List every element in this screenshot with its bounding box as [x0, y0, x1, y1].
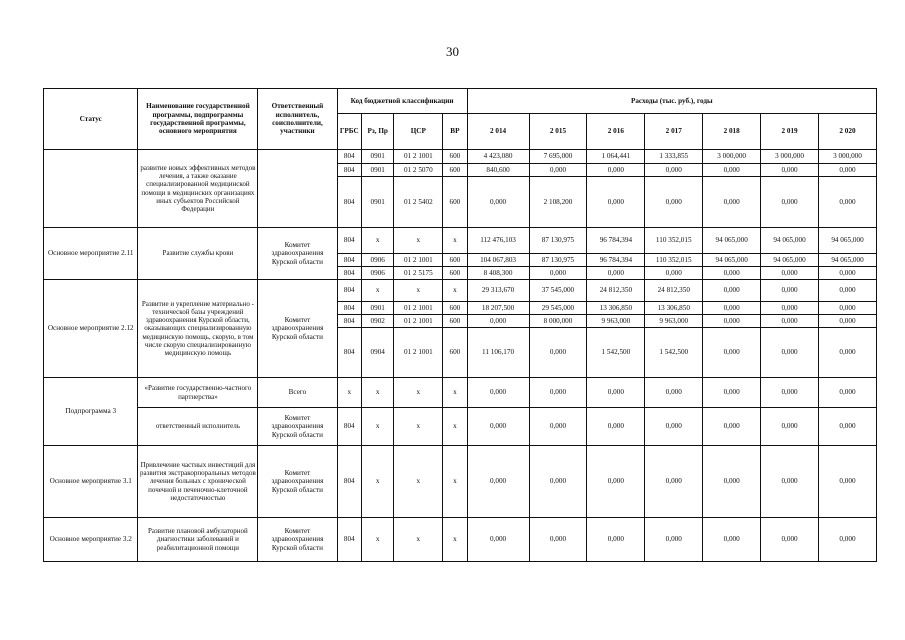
value-cell: 3 000,000 — [703, 150, 761, 164]
csr-cell: 01 2 5070 — [394, 164, 443, 177]
value-cell: 0,000 — [587, 164, 645, 177]
value-cell: 0,000 — [645, 267, 703, 280]
rzpr-cell: x — [361, 518, 394, 562]
rzpr-cell: 0906 — [361, 267, 394, 280]
csr-cell: x — [394, 408, 443, 446]
header-year: 2 015 — [529, 114, 587, 150]
rzpr-cell: 0901 — [361, 164, 394, 177]
vr-cell: 600 — [443, 254, 467, 267]
value-cell: 37 545,000 — [529, 280, 587, 302]
rzpr-cell: x — [361, 446, 394, 518]
header-year: 2 016 — [587, 114, 645, 150]
csr-cell: x — [394, 378, 443, 408]
grbs-cell: 804 — [337, 518, 361, 562]
value-cell: 0,000 — [467, 177, 529, 228]
value-cell: 13 306,850 — [645, 302, 703, 315]
value-cell: 0,000 — [529, 408, 587, 446]
value-cell: 18 207,500 — [467, 302, 529, 315]
vr-cell: x — [443, 518, 467, 562]
vr-cell: x — [443, 446, 467, 518]
value-cell: 0,000 — [761, 446, 819, 518]
grbs-cell: 804 — [337, 408, 361, 446]
value-cell: 0,000 — [761, 177, 819, 228]
value-cell: 0,000 — [703, 164, 761, 177]
value-cell: 0,000 — [703, 328, 761, 378]
value-cell: 0,000 — [761, 164, 819, 177]
table-row — [44, 446, 877, 518]
executor-cell: Комитет здравоохранения Курской области — [258, 280, 337, 378]
table-row — [44, 228, 877, 254]
value-cell: 9 963,000 — [645, 315, 703, 328]
value-cell: 0,000 — [529, 267, 587, 280]
header-name: Наименование государственной программы, подпрограммы государственной программы, основного мероприятия — [138, 89, 258, 150]
value-cell: 7 695,000 — [529, 150, 587, 164]
rzpr-cell: 0901 — [361, 302, 394, 315]
value-cell: 4 423,080 — [467, 150, 529, 164]
vr-cell: x — [443, 280, 467, 302]
csr-cell: 01 2 1001 — [394, 254, 443, 267]
value-cell: 0,000 — [818, 378, 876, 408]
table-row — [44, 150, 877, 164]
value-cell: 0,000 — [818, 302, 876, 315]
csr-cell: 01 2 1001 — [394, 302, 443, 315]
value-cell: 0,000 — [761, 267, 819, 280]
value-cell: 0,000 — [587, 378, 645, 408]
grbs-cell: 804 — [337, 267, 361, 280]
header-budget-code: Код бюджетной классификации — [337, 89, 467, 114]
value-cell: 0,000 — [529, 328, 587, 378]
name-cell: ответственный исполнитель — [138, 408, 258, 446]
value-cell: 0,000 — [587, 267, 645, 280]
header-executor: Ответственный исполнитель, соисполнители, участники — [258, 89, 337, 150]
value-cell: 1 333,855 — [645, 150, 703, 164]
vr-cell: 600 — [443, 164, 467, 177]
value-cell: 0,000 — [818, 518, 876, 562]
value-cell: 0,000 — [645, 164, 703, 177]
value-cell: 24 812,350 — [645, 280, 703, 302]
vr-cell: 600 — [443, 302, 467, 315]
value-cell: 3 000,000 — [818, 150, 876, 164]
executor-cell: Комитет здравоохранения Курской области — [258, 228, 337, 280]
csr-cell: x — [394, 518, 443, 562]
header-rzpr: Рз, Пр — [361, 114, 394, 150]
value-cell: 96 784,394 — [587, 254, 645, 267]
executor-cell — [258, 150, 337, 228]
csr-cell: x — [394, 228, 443, 254]
value-cell: 0,000 — [645, 177, 703, 228]
rzpr-cell: 0901 — [361, 150, 394, 164]
value-cell: 87 130,975 — [529, 228, 587, 254]
value-cell: 94 065,000 — [818, 254, 876, 267]
value-cell: 94 065,000 — [703, 254, 761, 267]
value-cell: 0,000 — [761, 518, 819, 562]
value-cell: 0,000 — [703, 315, 761, 328]
grbs-cell: 804 — [337, 177, 361, 228]
grbs-cell: x — [337, 378, 361, 408]
value-cell: 87 130,975 — [529, 254, 587, 267]
header-vr: ВР — [443, 114, 467, 150]
value-cell: 1 542,500 — [645, 328, 703, 378]
header-year: 2 017 — [645, 114, 703, 150]
value-cell: 0,000 — [703, 378, 761, 408]
value-cell: 24 812,350 — [587, 280, 645, 302]
grbs-cell: 804 — [337, 315, 361, 328]
rzpr-cell: x — [361, 378, 394, 408]
value-cell: 0,000 — [467, 378, 529, 408]
header-year: 2 019 — [761, 114, 819, 150]
name-cell: Привлечение частных инвестиций для развития экстракорпоральных методов лечения больных с хронической почечной и печеночно-клеточной недостаточностью — [138, 446, 258, 518]
value-cell: 0,000 — [703, 177, 761, 228]
value-cell: 112 476,103 — [467, 228, 529, 254]
name-cell: развитие новых эффективных методов лечения, а также оказание специализированной медицинской помощи в медицинских организациях иных субъектов Российской Федерации — [138, 150, 258, 228]
status-cell: Подпрограмма 3 — [44, 378, 138, 446]
grbs-cell: 804 — [337, 446, 361, 518]
csr-cell: x — [394, 446, 443, 518]
executor-cell: Комитет здравоохранения Курской области — [258, 518, 337, 562]
name-cell: «Развитие государственно-частного партнерства» — [138, 378, 258, 408]
value-cell: 0,000 — [703, 267, 761, 280]
status-cell: Основное мероприятие 2.12 — [44, 280, 138, 378]
value-cell: 0,000 — [645, 378, 703, 408]
header-csr: ЦСР — [394, 114, 443, 150]
header-expenses: Расходы (тыс. руб.), годы — [467, 89, 876, 114]
value-cell: 0,000 — [818, 328, 876, 378]
value-cell: 0,000 — [529, 518, 587, 562]
value-cell: 0,000 — [467, 446, 529, 518]
header-year: 2 020 — [818, 114, 876, 150]
value-cell: 0,000 — [703, 280, 761, 302]
rzpr-cell: 0902 — [361, 315, 394, 328]
grbs-cell: 804 — [337, 228, 361, 254]
status-cell: Основное мероприятие 3.1 — [44, 446, 138, 518]
executor-cell: Всего — [258, 378, 337, 408]
status-cell: Основное мероприятие 3.2 — [44, 518, 138, 562]
page-number: 30 — [446, 44, 459, 59]
value-cell: 0,000 — [645, 518, 703, 562]
value-cell: 11 106,170 — [467, 328, 529, 378]
value-cell: 0,000 — [761, 315, 819, 328]
value-cell: 0,000 — [587, 446, 645, 518]
rzpr-cell: 0906 — [361, 254, 394, 267]
vr-cell: 600 — [443, 267, 467, 280]
value-cell: 0,000 — [467, 315, 529, 328]
table-row — [44, 280, 877, 302]
value-cell: 1 064,441 — [587, 150, 645, 164]
value-cell: 0,000 — [529, 378, 587, 408]
value-cell: 13 306,850 — [587, 302, 645, 315]
csr-cell: 01 2 5402 — [394, 177, 443, 228]
value-cell: 0,000 — [703, 518, 761, 562]
value-cell: 0,000 — [703, 408, 761, 446]
value-cell: 0,000 — [703, 446, 761, 518]
grbs-cell: 804 — [337, 164, 361, 177]
value-cell: 2 108,200 — [529, 177, 587, 228]
vr-cell: 600 — [443, 315, 467, 328]
header-year: 2 014 — [467, 114, 529, 150]
vr-cell: x — [443, 408, 467, 446]
value-cell: 0,000 — [587, 177, 645, 228]
value-cell: 0,000 — [818, 267, 876, 280]
value-cell: 8 000,000 — [529, 315, 587, 328]
csr-cell: x — [394, 280, 443, 302]
grbs-cell: 804 — [337, 302, 361, 315]
value-cell: 8 408,300 — [467, 267, 529, 280]
name-cell: Развитие плановой амбулаторной диагностики заболеваний и реабилитационной помощи — [138, 518, 258, 562]
rzpr-cell: x — [361, 228, 394, 254]
value-cell: 0,000 — [587, 518, 645, 562]
value-cell: 0,000 — [467, 408, 529, 446]
value-cell: 110 352,015 — [645, 254, 703, 267]
executor-cell: Комитет здравоохранения Курской области — [258, 408, 337, 446]
value-cell: 0,000 — [818, 164, 876, 177]
csr-cell: 01 2 5175 — [394, 267, 443, 280]
table-row — [44, 518, 877, 562]
grbs-cell: 804 — [337, 150, 361, 164]
value-cell: 1 542,500 — [587, 328, 645, 378]
vr-cell: 600 — [443, 328, 467, 378]
value-cell: 96 784,394 — [587, 228, 645, 254]
header-grbs: ГРБС — [337, 114, 361, 150]
value-cell: 0,000 — [703, 302, 761, 315]
grbs-cell: 804 — [337, 280, 361, 302]
status-cell: Основное мероприятие 2.11 — [44, 228, 138, 280]
value-cell: 94 065,000 — [761, 228, 819, 254]
name-cell: Развитие и укрепление материально - технической базы учреждений здравоохранения Курской области, оказывающих специализированную медицинскую помощь, скорую, в том числе скорую специализированную медицинскую помощь — [138, 280, 258, 378]
vr-cell: x — [443, 378, 467, 408]
value-cell: 0,000 — [818, 446, 876, 518]
grbs-cell: 804 — [337, 254, 361, 267]
header-status: Статус — [44, 89, 138, 150]
value-cell: 94 065,000 — [818, 228, 876, 254]
grbs-cell: 804 — [337, 328, 361, 378]
value-cell: 94 065,000 — [761, 254, 819, 267]
value-cell: 0,000 — [818, 280, 876, 302]
vr-cell: 600 — [443, 150, 467, 164]
budget-table — [43, 88, 877, 562]
value-cell: 0,000 — [587, 408, 645, 446]
header-year: 2 018 — [703, 114, 761, 150]
rzpr-cell: 0901 — [361, 177, 394, 228]
vr-cell: 600 — [443, 177, 467, 228]
csr-cell: 01 2 1001 — [394, 150, 443, 164]
value-cell: 29 313,670 — [467, 280, 529, 302]
value-cell: 29 545,000 — [529, 302, 587, 315]
table-row — [44, 378, 877, 408]
rzpr-cell: x — [361, 408, 394, 446]
value-cell: 0,000 — [761, 378, 819, 408]
value-cell: 0,000 — [529, 164, 587, 177]
vr-cell: x — [443, 228, 467, 254]
executor-cell: Комитет здравоохранения Курской области — [258, 446, 337, 518]
value-cell: 0,000 — [818, 408, 876, 446]
value-cell: 0,000 — [645, 446, 703, 518]
value-cell: 0,000 — [467, 518, 529, 562]
value-cell: 0,000 — [761, 302, 819, 315]
rzpr-cell: 0904 — [361, 328, 394, 378]
value-cell: 0,000 — [818, 315, 876, 328]
csr-cell: 01 2 1001 — [394, 315, 443, 328]
table-row — [44, 408, 877, 446]
value-cell: 0,000 — [761, 280, 819, 302]
value-cell: 3 000,000 — [761, 150, 819, 164]
value-cell: 0,000 — [529, 446, 587, 518]
value-cell: 110 352,015 — [645, 228, 703, 254]
name-cell: Развитие службы крови — [138, 228, 258, 280]
value-cell: 94 065,000 — [703, 228, 761, 254]
value-cell: 104 067,803 — [467, 254, 529, 267]
value-cell: 0,000 — [761, 328, 819, 378]
value-cell: 9 963,000 — [587, 315, 645, 328]
csr-cell: 01 2 1001 — [394, 328, 443, 378]
rzpr-cell: x — [361, 280, 394, 302]
status-cell — [44, 150, 138, 228]
value-cell: 0,000 — [818, 177, 876, 228]
value-cell: 0,000 — [761, 408, 819, 446]
value-cell: 0,000 — [645, 408, 703, 446]
value-cell: 840,600 — [467, 164, 529, 177]
